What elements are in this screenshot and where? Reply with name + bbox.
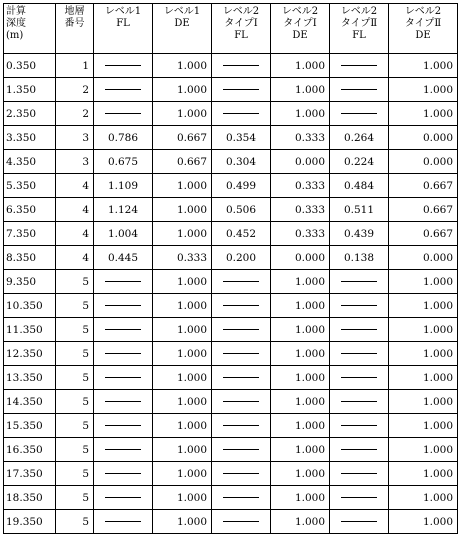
no-value-dash [341, 377, 377, 378]
level2-type2-fl-cell: 0.484 [330, 174, 389, 198]
level1-fl-cell: 0.786 [94, 126, 153, 150]
no-value-dash [223, 353, 259, 354]
level2-type2-fl-cell [330, 486, 389, 510]
table-row [4, 150, 458, 174]
header-text: 地層 [64, 6, 85, 17]
header-layer-no [56, 4, 94, 54]
level2-type2-fl-cell [330, 294, 389, 318]
level2-type1-fl-cell: 0.452 [212, 222, 271, 246]
level1-fl-cell [94, 102, 153, 126]
level1-de-cell: 1.000 [153, 198, 212, 222]
level2-type1-fl-cell [212, 390, 271, 414]
level2-type2-de-cell: 0.000 [389, 246, 458, 270]
no-value-dash [105, 449, 141, 450]
layer-no-cell: 3 [56, 150, 94, 174]
no-value-dash [223, 89, 259, 90]
header-text: タイプⅠ [283, 18, 317, 29]
layer-no-cell: 2 [56, 102, 94, 126]
level1-fl-cell [94, 78, 153, 102]
no-value-dash [105, 281, 141, 282]
level2-type2-fl-cell [330, 102, 389, 126]
header-text: DE [415, 30, 431, 41]
level2-type2-de-cell: 1.000 [389, 342, 458, 366]
depth-cell: 12.350 [4, 342, 56, 366]
layer-no-cell: 4 [56, 222, 94, 246]
table-row [4, 54, 458, 78]
table-row [4, 270, 458, 294]
depth-cell: 1.350 [4, 78, 56, 102]
depth-cell: 10.350 [4, 294, 56, 318]
level1-de-cell: 1.000 [153, 342, 212, 366]
layer-no-cell: 4 [56, 198, 94, 222]
level1-fl-cell: 1.004 [94, 222, 153, 246]
level1-fl-cell [94, 486, 153, 510]
depth-cell: 7.350 [4, 222, 56, 246]
table-row [4, 174, 458, 198]
no-value-dash [341, 401, 377, 402]
level1-de-cell: 1.000 [153, 294, 212, 318]
level2-type2-fl-cell [330, 414, 389, 438]
no-value-dash [105, 425, 141, 426]
table-row [4, 318, 458, 342]
level2-type2-de-cell: 1.000 [389, 54, 458, 78]
level2-type1-fl-cell: 0.499 [212, 174, 271, 198]
level2-type2-fl-cell [330, 390, 389, 414]
no-value-dash [341, 425, 377, 426]
level2-type2-de-cell: 1.000 [389, 438, 458, 462]
level2-type1-fl-cell: 0.506 [212, 198, 271, 222]
level1-fl-cell [94, 510, 153, 534]
level2-type1-fl-cell [212, 414, 271, 438]
level2-type2-fl-cell [330, 510, 389, 534]
header-level2-type2-de [389, 4, 458, 54]
depth-cell: 5.350 [4, 174, 56, 198]
layer-no-cell: 5 [56, 438, 94, 462]
level2-type2-fl-cell [330, 78, 389, 102]
level2-type1-fl-cell [212, 510, 271, 534]
depth-cell: 13.350 [4, 366, 56, 390]
table-row [4, 510, 458, 534]
level2-type2-de-cell: 0.667 [389, 198, 458, 222]
table-row [4, 390, 458, 414]
level2-type1-fl-cell [212, 342, 271, 366]
level2-type2-de-cell: 1.000 [389, 414, 458, 438]
level1-de-cell: 0.667 [153, 126, 212, 150]
header-level2-type2-fl [330, 4, 389, 54]
header-text: レベル2 [222, 6, 260, 17]
header-text: タイプⅡ [404, 18, 442, 29]
depth-cell: 17.350 [4, 462, 56, 486]
depth-cell: 2.350 [4, 102, 56, 126]
depth-cell: 3.350 [4, 126, 56, 150]
level2-type2-de-cell: 0.000 [389, 150, 458, 174]
level2-type2-de-cell: 0.667 [389, 222, 458, 246]
no-value-dash [105, 305, 141, 306]
layer-no-cell: 5 [56, 390, 94, 414]
header-text: FL [352, 30, 366, 41]
header-level2-type1-de [271, 4, 330, 54]
level2-type2-fl-cell [330, 270, 389, 294]
level2-type1-de-cell: 1.000 [271, 294, 330, 318]
level1-de-cell: 1.000 [153, 366, 212, 390]
depth-cell: 6.350 [4, 198, 56, 222]
level2-type2-de-cell: 0.667 [389, 174, 458, 198]
no-value-dash [223, 401, 259, 402]
no-value-dash [341, 113, 377, 114]
level1-de-cell: 1.000 [153, 510, 212, 534]
level1-fl-cell [94, 342, 153, 366]
header-text: 深度 [6, 18, 26, 29]
layer-no-cell: 5 [56, 318, 94, 342]
no-value-dash [341, 449, 377, 450]
level2-type1-fl-cell [212, 54, 271, 78]
level2-type1-de-cell: 1.000 [271, 342, 330, 366]
level2-type2-fl-cell: 0.439 [330, 222, 389, 246]
level2-type1-de-cell: 0.333 [271, 222, 330, 246]
no-value-dash [223, 113, 259, 114]
level2-type2-de-cell: 1.000 [389, 270, 458, 294]
no-value-dash [223, 377, 259, 378]
level2-type1-de-cell: 1.000 [271, 54, 330, 78]
no-value-dash [341, 65, 377, 66]
no-value-dash [105, 329, 141, 330]
level2-type2-fl-cell: 0.138 [330, 246, 389, 270]
level2-type1-fl-cell [212, 438, 271, 462]
level2-type2-de-cell: 1.000 [389, 102, 458, 126]
depth-cell: 4.350 [4, 150, 56, 174]
level2-type1-de-cell: 1.000 [271, 462, 330, 486]
level1-fl-cell [94, 390, 153, 414]
level2-type1-de-cell: 1.000 [271, 270, 330, 294]
layer-no-cell: 5 [56, 270, 94, 294]
table-row [4, 78, 458, 102]
header-text: DE [174, 18, 190, 29]
no-value-dash [223, 281, 259, 282]
level2-type2-fl-cell [330, 438, 389, 462]
layer-no-cell: 5 [56, 366, 94, 390]
level2-type1-de-cell: 0.333 [271, 174, 330, 198]
level1-de-cell: 1.000 [153, 270, 212, 294]
level1-de-cell: 1.000 [153, 102, 212, 126]
level2-type2-fl-cell: 0.224 [330, 150, 389, 174]
level2-type2-fl-cell [330, 366, 389, 390]
no-value-dash [223, 305, 259, 306]
level2-type1-fl-cell [212, 462, 271, 486]
table-row [4, 126, 458, 150]
table-row [4, 198, 458, 222]
level2-type2-de-cell: 1.000 [389, 510, 458, 534]
no-value-dash [223, 497, 259, 498]
layer-no-cell: 5 [56, 342, 94, 366]
level2-type1-fl-cell [212, 294, 271, 318]
level2-type2-de-cell: 1.000 [389, 318, 458, 342]
layer-no-cell: 5 [56, 414, 94, 438]
level2-type2-de-cell: 1.000 [389, 390, 458, 414]
level2-type1-de-cell: 0.333 [271, 126, 330, 150]
level1-fl-cell: 0.675 [94, 150, 153, 174]
no-value-dash [105, 401, 141, 402]
table-row [4, 438, 458, 462]
level1-de-cell: 1.000 [153, 414, 212, 438]
level2-type1-fl-cell [212, 486, 271, 510]
header-text: レベル1 [104, 6, 142, 17]
level2-type1-fl-cell: 0.304 [212, 150, 271, 174]
level2-type1-fl-cell [212, 270, 271, 294]
no-value-dash [105, 497, 141, 498]
header-text: 番号 [64, 18, 85, 29]
no-value-dash [105, 473, 141, 474]
header-text: 計算 [6, 6, 26, 17]
level1-de-cell: 1.000 [153, 390, 212, 414]
level2-type2-fl-cell [330, 342, 389, 366]
header-text: タイプⅡ [340, 18, 378, 29]
header-text: レベル2 [404, 6, 442, 17]
header-text: レベル1 [163, 6, 201, 17]
depth-cell: 11.350 [4, 318, 56, 342]
level2-type2-fl-cell: 0.264 [330, 126, 389, 150]
no-value-dash [105, 353, 141, 354]
level1-de-cell: 1.000 [153, 438, 212, 462]
level1-de-cell: 1.000 [153, 54, 212, 78]
level2-type1-fl-cell [212, 318, 271, 342]
level2-type1-de-cell: 1.000 [271, 78, 330, 102]
depth-cell: 8.350 [4, 246, 56, 270]
header-text: DE [292, 30, 308, 41]
level1-de-cell: 1.000 [153, 222, 212, 246]
level2-type2-de-cell: 1.000 [389, 366, 458, 390]
no-value-dash [341, 353, 377, 354]
level2-type2-de-cell: 0.000 [389, 126, 458, 150]
layer-no-cell: 4 [56, 246, 94, 270]
depth-cell: 16.350 [4, 438, 56, 462]
no-value-dash [105, 113, 141, 114]
layer-no-cell: 4 [56, 174, 94, 198]
table-header [4, 4, 458, 54]
table-row [4, 366, 458, 390]
no-value-dash [341, 521, 377, 522]
no-value-dash [341, 281, 377, 282]
level1-fl-cell: 1.109 [94, 174, 153, 198]
level2-type1-de-cell: 1.000 [271, 510, 330, 534]
table-row [4, 102, 458, 126]
header-text: タイプⅠ [224, 18, 258, 29]
level2-type2-fl-cell [330, 54, 389, 78]
no-value-dash [341, 473, 377, 474]
level1-de-cell: 1.000 [153, 78, 212, 102]
liquefaction-table [3, 3, 458, 534]
table-row [4, 246, 458, 270]
level2-type2-fl-cell [330, 318, 389, 342]
level1-de-cell: 0.667 [153, 150, 212, 174]
level2-type1-de-cell: 1.000 [271, 390, 330, 414]
level2-type1-de-cell: 1.000 [271, 366, 330, 390]
layer-no-cell: 5 [56, 294, 94, 318]
depth-cell: 0.350 [4, 54, 56, 78]
no-value-dash [341, 305, 377, 306]
header-text: FL [116, 18, 130, 29]
level1-de-cell: 1.000 [153, 462, 212, 486]
level1-de-cell: 1.000 [153, 486, 212, 510]
level2-type1-fl-cell: 0.354 [212, 126, 271, 150]
layer-no-cell: 5 [56, 510, 94, 534]
level2-type1-de-cell: 0.333 [271, 198, 330, 222]
layer-no-cell: 1 [56, 54, 94, 78]
level2-type1-de-cell: 1.000 [271, 414, 330, 438]
level1-fl-cell [94, 366, 153, 390]
no-value-dash [105, 65, 141, 66]
level1-fl-cell [94, 318, 153, 342]
level1-fl-cell [94, 414, 153, 438]
no-value-dash [223, 473, 259, 474]
header-level1-fl [94, 4, 153, 54]
depth-cell: 18.350 [4, 486, 56, 510]
level2-type1-fl-cell [212, 366, 271, 390]
level1-fl-cell [94, 270, 153, 294]
no-value-dash [105, 377, 141, 378]
no-value-dash [223, 329, 259, 330]
depth-cell: 14.350 [4, 390, 56, 414]
level2-type1-de-cell: 1.000 [271, 102, 330, 126]
header-text: FL [234, 30, 248, 41]
level2-type1-de-cell: 0.000 [271, 150, 330, 174]
level2-type1-de-cell: 0.000 [271, 246, 330, 270]
layer-no-cell: 5 [56, 486, 94, 510]
level2-type1-de-cell: 1.000 [271, 318, 330, 342]
layer-no-cell: 5 [56, 462, 94, 486]
level2-type1-fl-cell [212, 78, 271, 102]
header-level2-type1-fl [212, 4, 271, 54]
no-value-dash [223, 521, 259, 522]
header-depth [4, 4, 56, 54]
level2-type1-de-cell: 1.000 [271, 486, 330, 510]
level2-type2-fl-cell [330, 462, 389, 486]
no-value-dash [223, 65, 259, 66]
table-row [4, 486, 458, 510]
no-value-dash [341, 497, 377, 498]
no-value-dash [341, 329, 377, 330]
table-row [4, 414, 458, 438]
table-body [4, 54, 458, 534]
header-level1-de [153, 4, 212, 54]
no-value-dash [105, 521, 141, 522]
level2-type2-de-cell: 1.000 [389, 486, 458, 510]
table-row [4, 222, 458, 246]
level1-de-cell: 1.000 [153, 318, 212, 342]
no-value-dash [223, 449, 259, 450]
level1-fl-cell [94, 294, 153, 318]
level1-fl-cell: 0.445 [94, 246, 153, 270]
level1-fl-cell [94, 54, 153, 78]
level1-fl-cell [94, 462, 153, 486]
level1-de-cell: 0.333 [153, 246, 212, 270]
level1-de-cell: 1.000 [153, 174, 212, 198]
depth-cell: 15.350 [4, 414, 56, 438]
depth-cell: 19.350 [4, 510, 56, 534]
header-row [4, 4, 458, 54]
level2-type2-de-cell: 1.000 [389, 462, 458, 486]
table-row [4, 294, 458, 318]
header-text: レベル2 [281, 6, 319, 17]
header-text: レベル2 [340, 6, 378, 17]
no-value-dash [223, 425, 259, 426]
no-value-dash [105, 89, 141, 90]
level2-type1-fl-cell [212, 102, 271, 126]
no-value-dash [341, 89, 377, 90]
level2-type1-fl-cell: 0.200 [212, 246, 271, 270]
layer-no-cell: 3 [56, 126, 94, 150]
table-row [4, 342, 458, 366]
table-row [4, 462, 458, 486]
level2-type2-de-cell: 1.000 [389, 78, 458, 102]
level2-type2-de-cell: 1.000 [389, 294, 458, 318]
header-text: (m) [6, 30, 24, 41]
layer-no-cell: 2 [56, 78, 94, 102]
level2-type1-de-cell: 1.000 [271, 438, 330, 462]
depth-cell: 9.350 [4, 270, 56, 294]
level1-fl-cell: 1.124 [94, 198, 153, 222]
level2-type2-fl-cell: 0.511 [330, 198, 389, 222]
level1-fl-cell [94, 438, 153, 462]
